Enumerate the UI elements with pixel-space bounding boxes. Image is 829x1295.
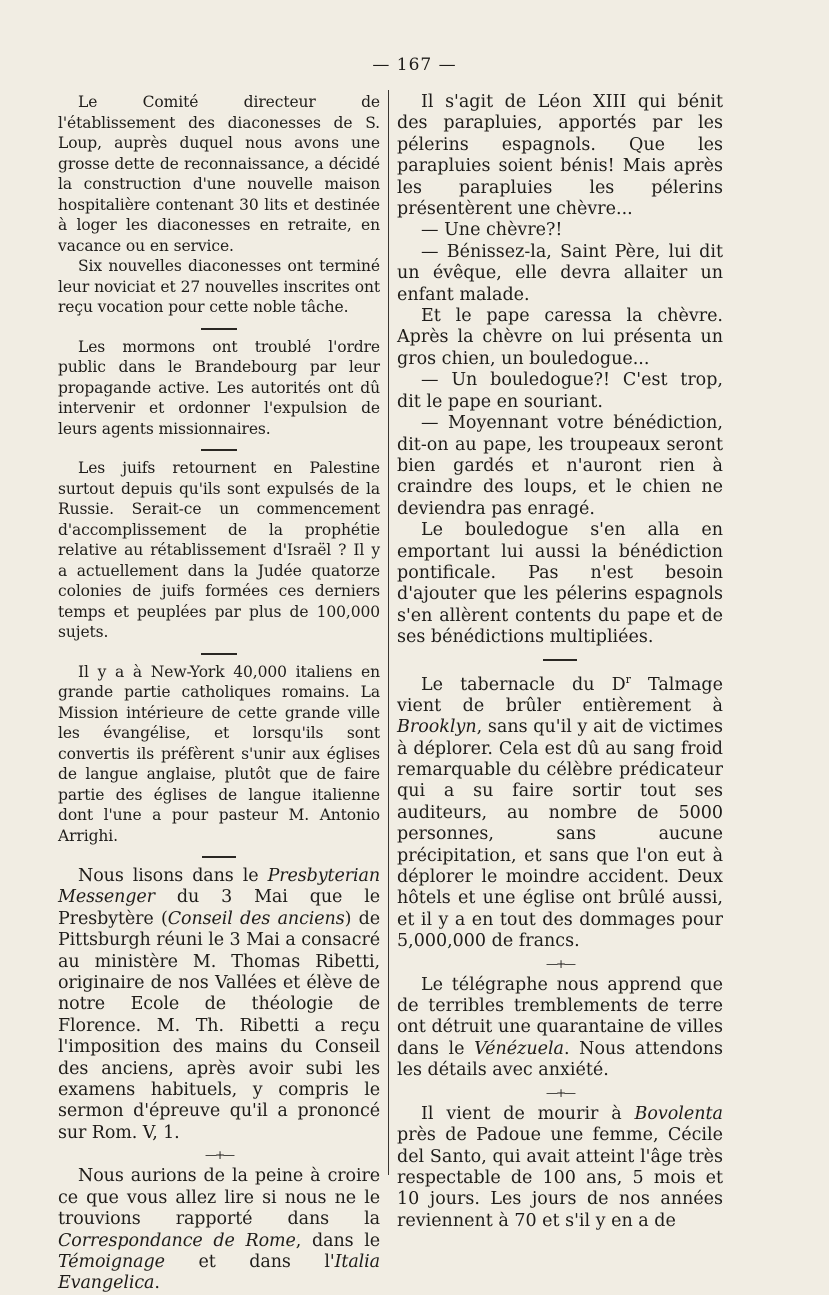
separator-rule (58, 439, 380, 458)
paragraph-talmage: Le tabernacle du $D^r$ Talmage vient de brûler entièrement à Brooklyn, sans qu'il y ait de victimes à déplorer. Cela est dû au sang froid remarquable du célèbre prédicateur qui a su faire sortir tout ses auditeurs, au nombre de 5000 personnes, sans aucune précipitation, et sans que l'on eut à déplorer le moindre accident. Deux hôtels et une église ont brûlé aussi, et il y a en tout des dommages pour 5,000,000 de francs. (397, 672, 723, 952)
large-print-section (58, 866, 380, 1295)
paragraph-bovolenta: Il vient de mourir à Bovolenta près de Padoue une femme, Cécile del Santo, qui avait atteint l'âge très respectable de 100 ans, 5 mois et 10 jours. Les jours de nos années reviennent à 70 et s'il y en a de (397, 1103, 723, 1231)
paragraph-caressa: Et le pape caressa la chèvre. Après la chèvre on lui présenta un gros chien, un bouledogue... (397, 306, 723, 369)
paragraph-benissez: — Bénissez-la, Saint Père, lui dit un évêque, elle devra allaiter un enfant malade. (397, 241, 723, 305)
paragraph-juifs: Les juifs retournent en Palestine surtout depuis qu'ils sont expulsés de la Russie. Serait-ce un commencement d'accomplissement de la prophétie relative au rétablissement d'Israël ? Il y a actuellement dans la Judée quatorze colonies de juifs formées ces derniers temps et peuplées par plus de 100,000 sujets. (58, 459, 380, 641)
separator-rule (58, 318, 380, 337)
right-column (397, 92, 723, 1232)
paragraph-ribetti: Nous lisons dans le Presbyterian Messenger du 3 Mai que le Presbytère (Conseil des anciens) de Pittsburgh réuni le 3 Mai a consacré au ministère M. Thomas Ribetti, originaire de nos Vallées et élève de notre Ecole de théologie de Florence. M. Th. Ribetti a reçu l'imposition des mains du Conseil des anciens, après avoir subi les examens habituels, y compris le sermon d'épreuve qu'il a prononcé sur Rom. V, 1. (58, 866, 380, 1143)
ornament-separator (58, 1144, 380, 1166)
paragraph-mormons: Les mormons ont troublé l'ordre public dans le Brandebourg par leur propagande active. Les autorités ont dû intervenir et ordonner l'expulsion de leurs agents missionnaires. (58, 337, 380, 438)
paragraph-bouledogue: — Un bouledogue?! C'est trop, dit le pape en souriant. (397, 370, 723, 412)
paragraph-moyennant: — Moyennant votre bénédiction, dit-on au pape, les troupeaux seront bien gardés et n'auront rien à craindre des loups, et le chien ne deviendra pas enragé. (397, 413, 723, 519)
ornament-separator (397, 1082, 723, 1104)
paragraph-chevre: — Une chèvre?! (421, 220, 563, 241)
separator-rule (58, 643, 380, 662)
small-print-section (58, 92, 380, 846)
paragraph-venezuela: Le télégraphe nous apprend que de terribles tremblements de terre ont détruit une quarantaine de villes dans le Vénézuela. Nous attendons les détails avec anxiété. (397, 974, 723, 1081)
paragraph-new-york: Il y a à New-York 40,000 italiens en grande partie catholiques romains. La Mission intérieure de cette grande ville les évangélise, et lorsqu'ils sont convertis ils préfèrent s'unir aux églises de langue anglaise, plutôt que de faire partie des églises de langue italienne dont l'une a pour pasteur M. Antonio Arrighi. (58, 662, 380, 845)
left-column (58, 92, 380, 1295)
paragraph-benediction: Le bouledogue s'en alla en emportant lui aussi la bénédiction pontificale. Pas n'est besoin d'ajouter que les pélerins espagnols s'en allèrent contents du pape et de ses bénédictions multipliées. (397, 520, 723, 648)
separator-rule (397, 649, 723, 669)
paragraph-correspondance: Nous aurions de la peine à croire ce que vous allez lire si nous ne le trouvions rapporté dans la Correspondance de Rome, dans le Témoignage et dans l'Italia Evangelica. (58, 1166, 380, 1294)
column-divider (388, 90, 389, 1175)
separator-rule (58, 846, 380, 866)
paragraph-novices: Six nouvelles diaconesses ont terminé leur noviciat et 27 nouvelles inscrites ont reçu vocation pour cette noble tâche. (58, 257, 380, 316)
paragraph-diaconesses: Le Comité directeur de l'établissement des diaconesses de S. Loup, auprès duquel nous avons une grosse dette de reconnaissance, a décidé la construction d'une nouvelle maison hospitalière contenant 30 lits et destinée à loger les diaconesses en retraite, en vacance ou en service. (58, 93, 380, 255)
page-number: — 167 — (372, 55, 457, 75)
paragraph-leon-xiii: Il s'agit de Léon XIII qui bénit des parapluies, apportés par les pélerins espagnols. Que les parapluies soient bénis! Mais après les parapluies les pélerins présentèrent une chèvre... (397, 92, 723, 220)
ornament-separator (397, 953, 723, 975)
